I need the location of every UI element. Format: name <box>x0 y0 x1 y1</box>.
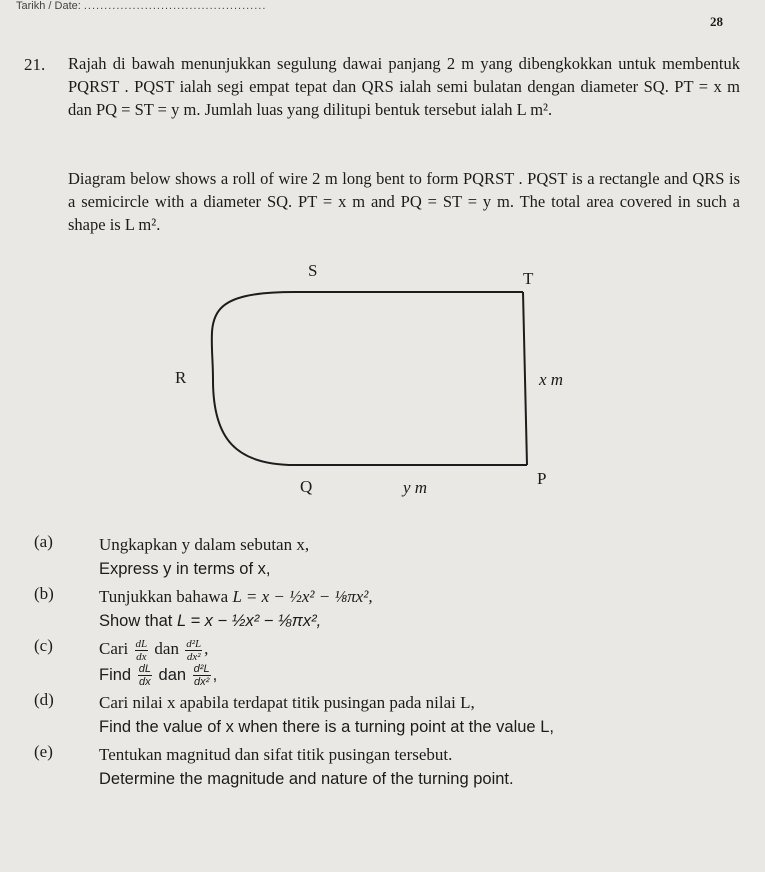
part-b <box>34 584 734 634</box>
derivative-dl-dx <box>135 638 149 663</box>
diagram-svg <box>165 262 585 502</box>
label-r: R <box>175 368 187 387</box>
derivative-dl-dx <box>138 663 152 688</box>
part-malay-text: Cari nilai x apabila terdapat titik pusingan pada nilai L, <box>99 692 475 712</box>
question-parts <box>34 532 734 794</box>
joiner-text: dan <box>154 639 179 658</box>
part-english-prefix: Find <box>99 665 132 684</box>
semicircle-qrs <box>212 292 295 465</box>
frac-denominator: dx² <box>193 675 210 688</box>
part-english-text: Express y in terms of x, <box>99 560 271 578</box>
frac-numerator: dL <box>138 662 151 675</box>
date-blank: ............................................. <box>83 0 267 12</box>
part-label: (d) <box>34 689 54 709</box>
part-english-line <box>34 609 734 634</box>
part-e <box>34 742 734 792</box>
page-number: 28 <box>710 14 723 29</box>
part-english-prefix: Show that <box>99 612 173 630</box>
part-malay-text: Ungkapkan y dalam sebutan x, <box>99 535 310 554</box>
frac-denominator: dx <box>136 650 147 663</box>
part-a <box>34 532 734 582</box>
label-x-m: x m <box>539 370 564 389</box>
question-text-english: Diagram below shows a roll of wire 2 m long bent to form PQRST . PQST is a rectangle and QRS is a semicircle with a diameter SQ. PT = x m and PQ = ST = y m. The total area covered in such a shape is L m². <box>68 169 740 234</box>
date-label: Tarikh / Date: <box>16 0 81 12</box>
label-p: P <box>537 469 547 488</box>
part-english-text: Determine the magnitude and nature of the turning point. <box>99 769 514 788</box>
wire-shape-diagram <box>165 262 585 502</box>
question-text-malay: Rajah di bawah menunjukkan segulung dawai panjang 2 m yang dibengkokkan untuk membentuk PQRST . PQST ialah segi empat tepat dan QRS ialah semi bulatan dengan diameter SQ. PT = x m dan PQ = ST = y m. Jumlah luas yang dilitupi bentuk tersebut ialah L m². <box>68 54 740 119</box>
part-c <box>34 636 734 688</box>
frac-numerator: d²L <box>193 662 210 675</box>
part-english-text: Find the value of x when there is a turning point at the value L, <box>99 717 554 736</box>
part-label: (c) <box>34 636 53 655</box>
formula-l: L = x − ½x² − ⅛πx², <box>176 612 322 630</box>
joiner-text: dan <box>158 665 187 684</box>
frac-numerator: dL <box>135 637 148 650</box>
part-d <box>34 690 734 740</box>
part-malay-prefix: Cari <box>99 639 129 658</box>
frac-denominator: dx <box>139 675 151 688</box>
part-label: (a) <box>34 532 53 551</box>
part-label: (e) <box>34 741 53 761</box>
label-y-m: y m <box>403 478 428 497</box>
part-malay-prefix: Tunjukkan bahawa <box>99 587 229 606</box>
part-malay-line: Cari $\frac{dL}{dx}$ dan $\frac{\text{d²L}}{\text{dx²}}$ , <box>99 637 209 663</box>
question-number: 21. <box>24 55 46 74</box>
frac-numerator: d²L <box>186 637 202 650</box>
part-english-line: Find $\frac{dL}{dx}$ dan $\frac{\text{d²L}}{\text{dx²}}$ , <box>99 662 218 688</box>
part-label: (b) <box>34 584 54 603</box>
frac-denominator: dx² <box>186 650 201 663</box>
part-malay-line <box>34 584 734 609</box>
derivative-d2l-dx2 <box>193 663 211 688</box>
derivative-d2l-dx2 <box>185 638 202 663</box>
formula-l: L = x − ½x² − ⅛πx², <box>232 587 373 606</box>
label-s: S <box>308 261 318 280</box>
label-t: T <box>523 269 534 288</box>
side-tp <box>523 292 527 465</box>
date-header <box>16 0 266 12</box>
part-malay-text: Tentukan magnitud dan sifat titik pusingan tersebut. <box>99 744 453 764</box>
label-q: Q <box>300 477 313 496</box>
